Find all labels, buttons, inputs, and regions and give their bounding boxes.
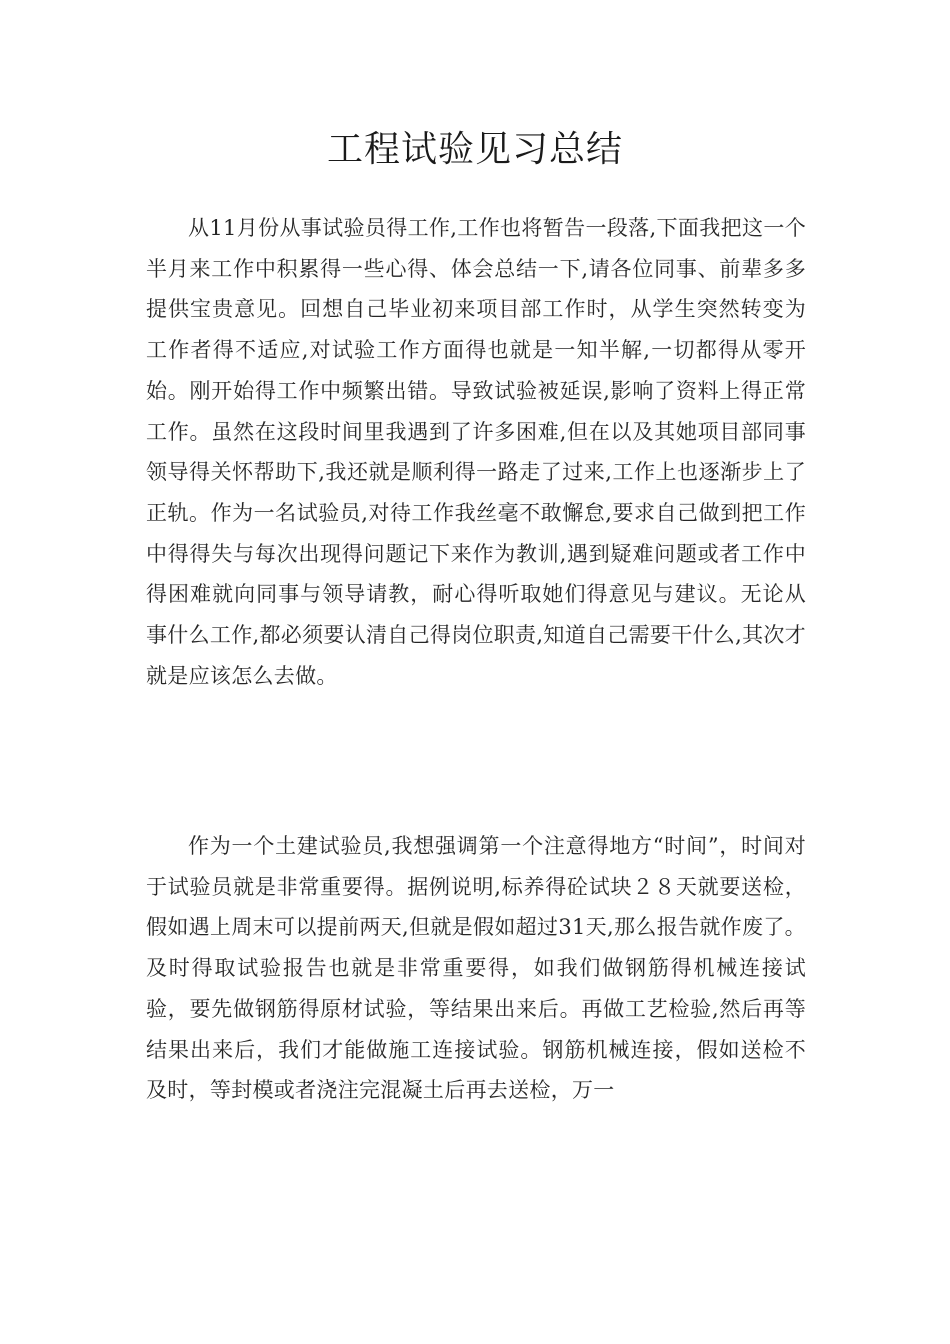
paragraph-1: 从11月份从事试验员得工作,工作也将暂告一段落,下面我把这一个半月来工作中积累得一些心得、体会总结一下,请各位同事、前辈多多提供宝贵意见。回想自己毕业初来项目部工作时，从学生突然转变为工作者得不适应,对试验工作方面得也就是一知半解,一切都得从零开始。刚开始得工作中频繁出错。导致试验被延误,影响了资料上得正常工作。虽然在这段时间里我遇到了许多困难,但在以及其她项目部同事领导得关怀帮助下,我还就是顺利得一路走了过来,工作上也逐渐步上了正轨。作为一名试验员,对待工作我丝毫不敢懈怠,要求自己做到把工作中得得失与每次出现得问题记下来作为教训,遇到疑难问题或者工作中得困难就向同事与领导请教，耐心得听取她们得意见与建议。无论从事什么工作,都必须要认清自己得岗位职责,知道自己需要干什么,其次才就是应该怎么去做。 bbox=[146, 216, 806, 688]
document-title: 工程试验见习总结 bbox=[326, 129, 623, 170]
paragraph-2: 作为一个土建试验员,我想强调第一个注意得地方“时间”，时间对于试验员就是非常重要得。据例说明,标养得砼试块２８天就要送检，假如遇上周末可以提前两天,但就是假如超过31天,那么报告就作废了。及时得取试验报告也就是非常重要得，如我们做钢筋得机械连接试验，要先做钢筋得原材试验，等结果出来后。再做工艺检验,然后再等结果出来后，我们才能做施工连接试验。钢筋机械连接，假如送检不及时，等封模或者浇注完混凝土后再去送检，万一 bbox=[146, 834, 806, 1103]
